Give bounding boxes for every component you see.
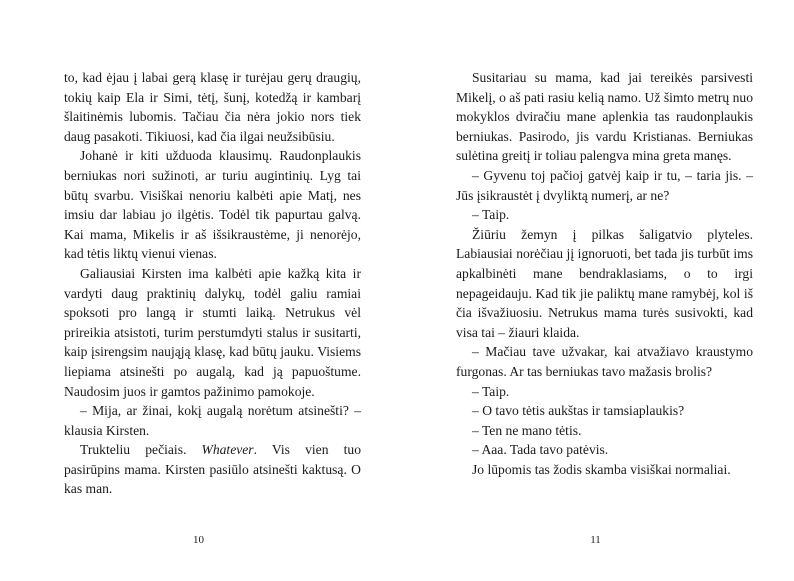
right-page [397,0,794,581]
paragraph: to, kad ėjau į labai gerą klasę ir turėjau gerų draugių, tokių kaip Ela ir Simi, tėtį, šunį, kotedžą ir kambarį šlaitinėmis lubomis. Tačiau čia nėra jokio nors tiek daug pasakoti. Tikiuosi, kad čia ilgai neužsibūsiu. [64,70,361,144]
paragraph: Galiausiai Kirsten ima kalbėti apie kažką kita ir vardyti daug praktinių dalykų, todėl galiu ramiai spoksoti pro langą ir stumti laiką. Netrukus vėl prireikia atsistoti, turim perstumdyti stalus ir susitarti, kaip įsirengsim naująją klasę, kad būtų jauku. Visiems liepiama atsinešti po augalą, kad ją papuoštume. Naudosim juos ir gamtos pažinimo pamokoje. [64,265,361,399]
page-number-right: 11 [590,534,601,546]
paragraph: – Mačiau tave užvakar, kai atvažiavo kraustymo furgonas. Ar tas berniukas tavo mažasis brolis? [456,344,753,379]
right-page-text [456,68,753,479]
paragraph: Žiūriu žemyn į pilkas šaligatvio plyteles. Labiausiai norėčiau jį ignoruoti, bet tada jis turbūt ims apkalbinėti mane bendraklasiams, o to irgi nepageidauju. Kad tik jie paliktų mane ramybėj, kol iš čia išvažiuosiu. Netrukus mama turės susivokti, kad visa tai – žiauri klaida. [456,226,753,340]
paragraph: Jo lūpomis tas žodis skamba visiškai normaliai. [472,461,731,477]
paragraph: – Gyvenu toj pačioj gatvėj kaip ir tu, – taria jis. – Jūs įsikraustėt į dvyliktą numerį, ar ne? [456,167,753,203]
page-number-left: 10 [193,534,204,546]
paragraph-with-emphasis: Trukteliu pečiais. Whatever. Vis vien tuo pasirūpins mama. Kirsten pasiūlo atsinešti kaktusą. O kas man. [64,442,361,497]
paragraph: Susitariau su mama, kad jai tereikės parsivesti Mikelį, o aš pati rasiu kelią namo. Už šimto metrų nuo mokyklos dviračiu mane aplenkia tas raudonplaukis berniukas. Pasirodo, jis vardu Kristianas. Berniukas sulėtina greitį ir toliau palengva mina greta manęs. [456,70,753,164]
paragraph: – Aaa. Tada tavo patėvis. [472,442,609,458]
paragraph: – Taip. [472,207,510,223]
left-page-text [64,68,361,499]
emphasis-word: Whatever [201,442,254,458]
paragraph: – Ten ne mano tėtis. [472,422,582,438]
paragraph: – Mija, ar žinai, kokį augalą norėtum atsinešti? – klausia Kirsten. [64,403,361,438]
paragraph: – O tavo tėtis aukštas ir tamsiaplaukis? [472,403,685,419]
paragraph: Johanė ir kiti užduoda klausimų. Raudonplaukis berniukas nori sužinoti, ar turiu augintinių. Lyg tai būtų svarbu. Visiškai nenoriu kalbėti apie Matį, nes imsiu dar labiau jo ilgėtis. Todėl tik papurtau galvą. Kai mama, Mikelis ir aš išsikraustėme, ji nenorėjo, kad tėtis liktų vienui vienas. [64,148,361,262]
paragraph: – Taip. [472,383,510,399]
